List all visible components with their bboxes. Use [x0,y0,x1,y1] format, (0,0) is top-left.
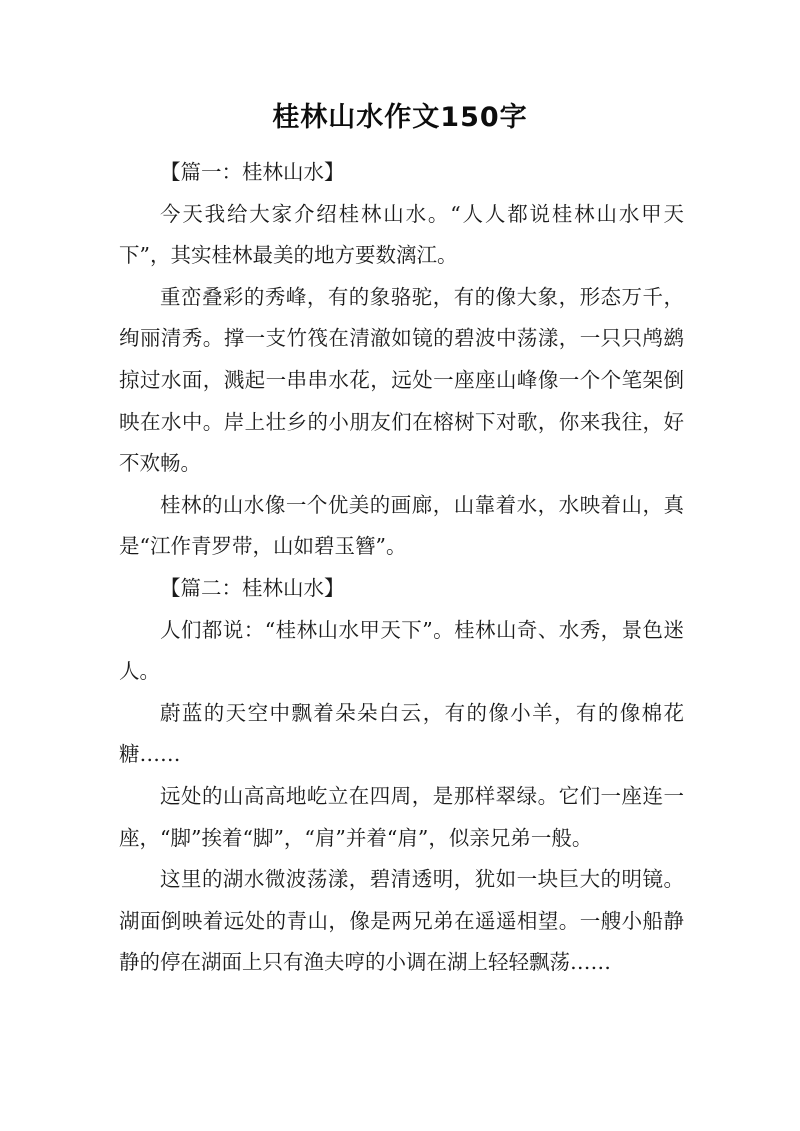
paragraph: 这里的湖水微波荡漾，碧清透明，犹如一块巨大的明镜。湖面倒映着远处的青山，像是两兄弟在遥遥相望。一艘小船静静的停在湖面上只有渔夫哼的小调在湖上轻轻飘荡…… [119,867,684,975]
section-heading-2: 【篇二：桂林山水】 [160,575,345,600]
paragraph: 桂林的山水像一个优美的画廊，山靠着水，水映着山，真是“江作青罗带，山如碧玉簪”。 [119,492,684,559]
paragraph: 蔚蓝的天空中飘着朵朵白云，有的像小羊，有的像棉花糖…… [119,700,684,767]
document-title: 桂林山水作文150字 [272,102,528,133]
section-heading-1: 【篇一：桂林山水】 [160,160,345,184]
paragraph: 远处的山高高地屹立在四周，是那样翠绿。它们一座连一座，“脚”挨着“脚”，“肩”并着“肩”，似亲兄弟一般。 [119,783,684,850]
paragraph: 重峦叠彩的秀峰，有的象骆驼，有的像大象，形态万千，绚丽清秀。撑一支竹筏在清澈如镜的碧波中荡漾，一只只鸬鹚掠过水面，溅起一串串水花，远处一座座山峰像一个个笔架倒映在水中。岸上壮乡的小朋友们在榕树下对歌，你来我往，好不欢畅。 [119,284,684,476]
paragraph: 人们都说：“桂林山水甲天下”。桂林山奇、水秀，景色迷人。 [119,617,684,684]
paragraph: 今天我给大家介绍桂林山水。“人人都说桂林山水甲天下”，其实桂林最美的地方要数漓江。 [119,201,684,268]
document-body [119,152,684,984]
